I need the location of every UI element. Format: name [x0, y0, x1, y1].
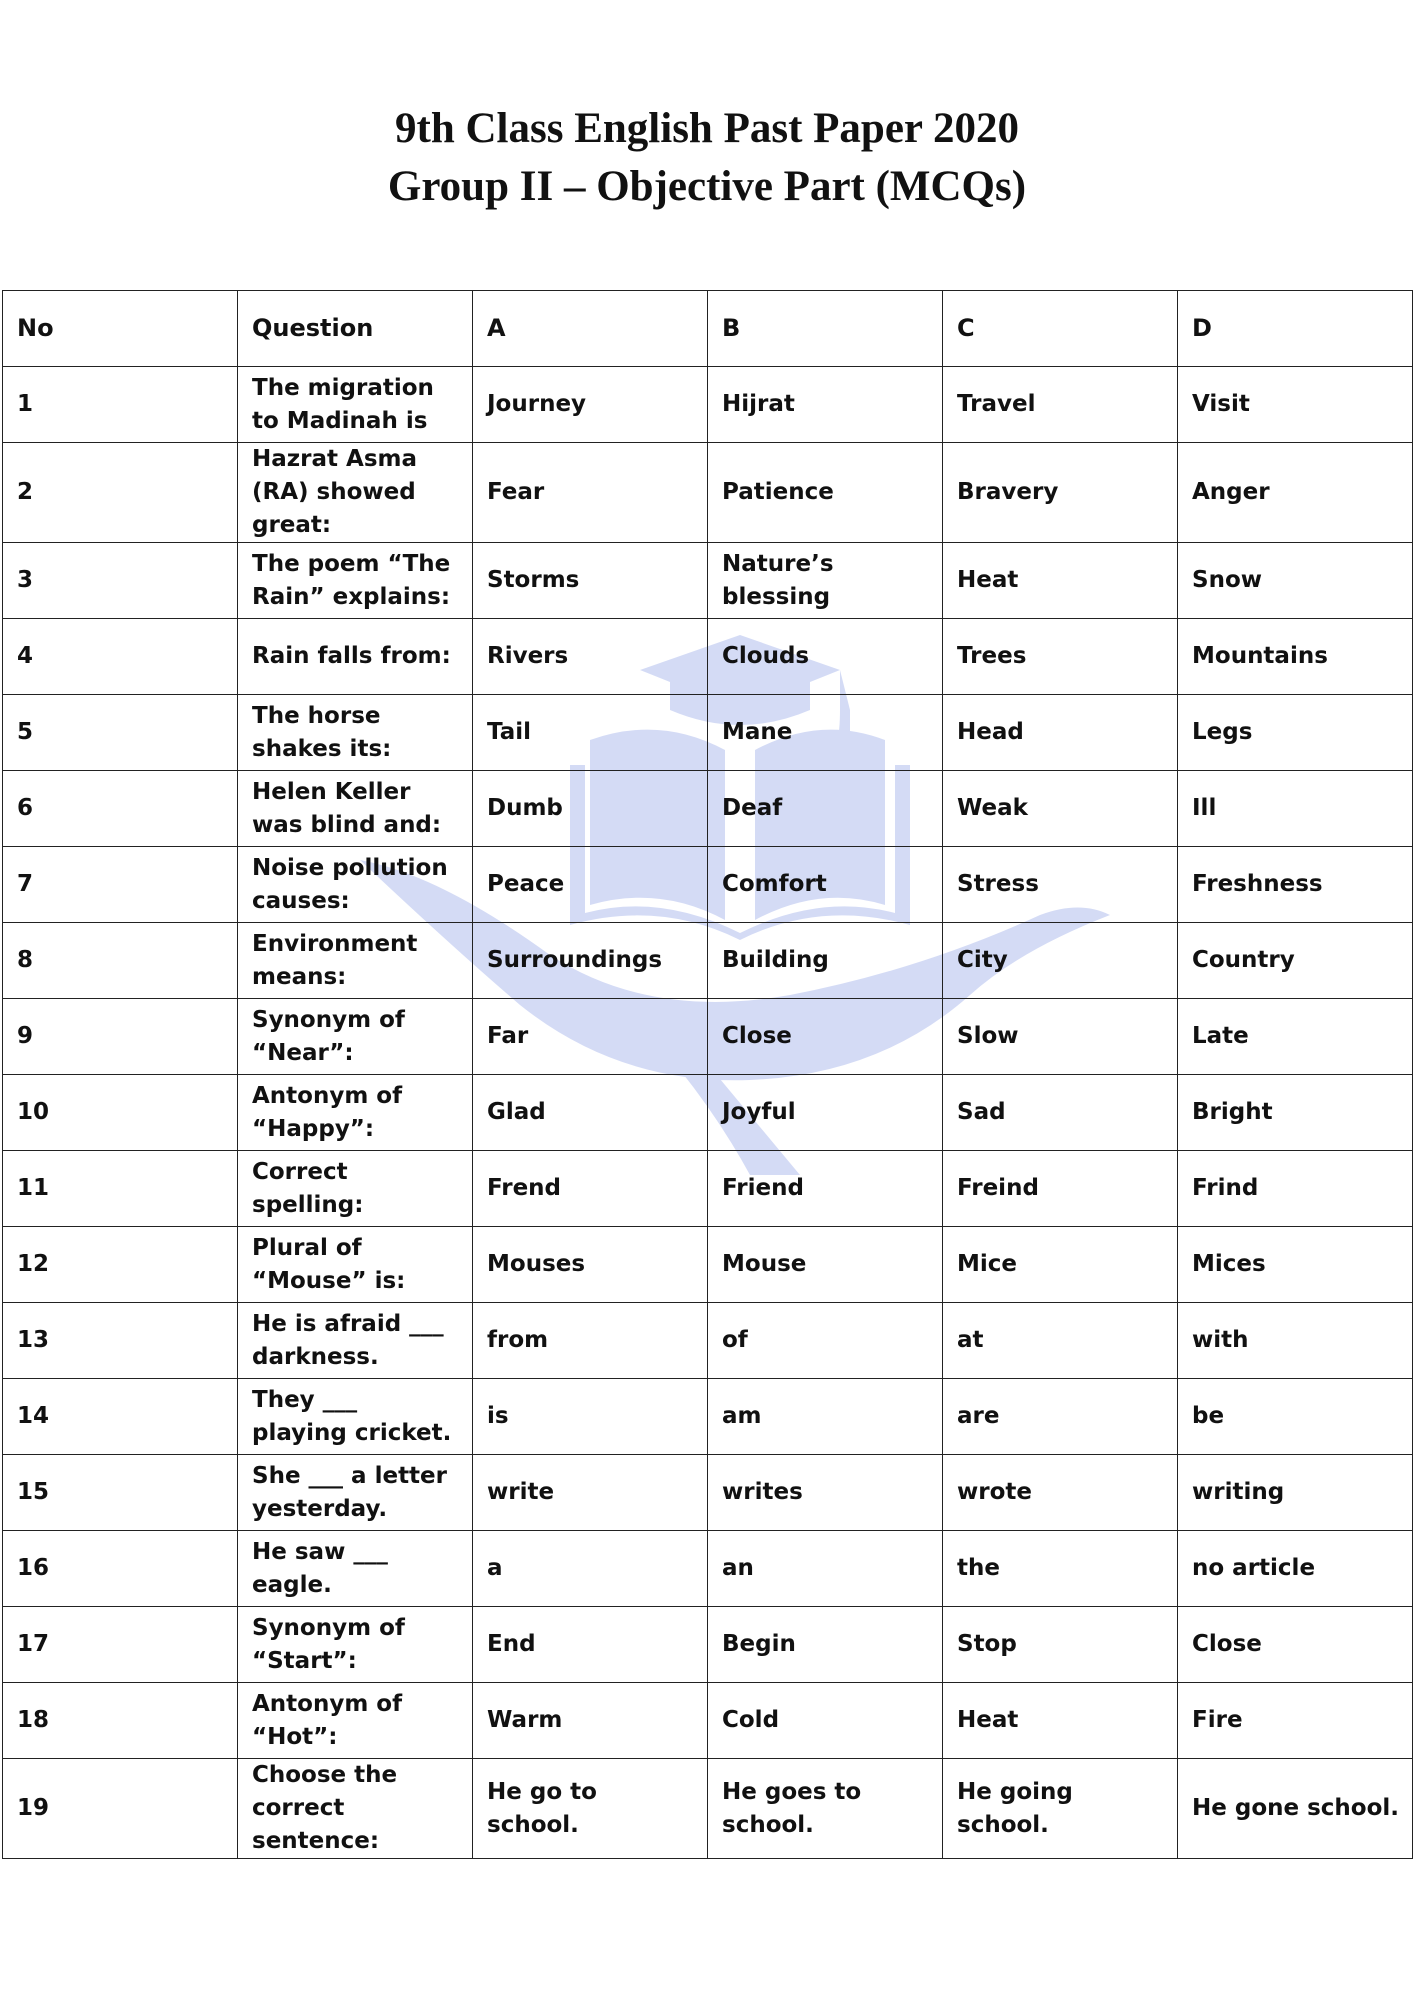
header-option-d: D: [1178, 291, 1413, 367]
table-row: [3, 1531, 1413, 1607]
cell-no: 15: [3, 1455, 238, 1531]
cell-no: 1: [3, 367, 238, 443]
cell-option-a: Far: [473, 999, 708, 1075]
cell-option-c: Trees: [943, 619, 1178, 695]
cell-option-a: Surroundings: [473, 923, 708, 999]
cell-option-b: Patience: [708, 443, 943, 543]
cell-option-d: Country: [1178, 923, 1413, 999]
cell-option-a: is: [473, 1379, 708, 1455]
cell-option-b: Begin: [708, 1607, 943, 1683]
cell-option-c: Mice: [943, 1227, 1178, 1303]
cell-no: 9: [3, 999, 238, 1075]
cell-option-d: Bright: [1178, 1075, 1413, 1151]
cell-option-d: Anger: [1178, 443, 1413, 543]
cell-option-c: are: [943, 1379, 1178, 1455]
cell-option-b: Hijrat: [708, 367, 943, 443]
cell-option-a: Mouses: [473, 1227, 708, 1303]
title-line-2: Group II – Objective Part (MCQs): [387, 163, 1027, 210]
cell-option-c: He going school.: [943, 1759, 1178, 1859]
cell-option-b: He goes to school.: [708, 1759, 943, 1859]
cell-question: She ___ a letter yesterday.: [238, 1455, 473, 1531]
mcq-table: [2, 290, 1413, 1859]
cell-question: He saw ___ eagle.: [238, 1531, 473, 1607]
cell-option-a: Fear: [473, 443, 708, 543]
cell-no: 2: [3, 443, 238, 543]
cell-option-c: the: [943, 1531, 1178, 1607]
cell-question: Rain falls from:: [238, 619, 473, 695]
cell-option-b: Deaf: [708, 771, 943, 847]
header-option-c: C: [943, 291, 1178, 367]
cell-option-c: Heat: [943, 543, 1178, 619]
cell-option-d: Freshness: [1178, 847, 1413, 923]
cell-option-c: City: [943, 923, 1178, 999]
cell-option-d: Frind: [1178, 1151, 1413, 1227]
cell-option-a: Rivers: [473, 619, 708, 695]
cell-question: Antonym of “Happy”:: [238, 1075, 473, 1151]
cell-no: 13: [3, 1303, 238, 1379]
cell-option-a: Storms: [473, 543, 708, 619]
cell-option-c: Slow: [943, 999, 1178, 1075]
cell-no: 5: [3, 695, 238, 771]
cell-option-a: Warm: [473, 1683, 708, 1759]
cell-option-a: from: [473, 1303, 708, 1379]
cell-question: Choose the correct sentence:: [238, 1759, 473, 1859]
cell-option-b: writes: [708, 1455, 943, 1531]
cell-option-b: an: [708, 1531, 943, 1607]
cell-question: They ___ playing cricket.: [238, 1379, 473, 1455]
cell-question: Antonym of “Hot”:: [238, 1683, 473, 1759]
table-row: [3, 847, 1413, 923]
cell-no: 14: [3, 1379, 238, 1455]
title-line-1: 9th Class English Past Paper 2020: [395, 105, 1019, 152]
cell-option-c: Stop: [943, 1607, 1178, 1683]
cell-option-d: with: [1178, 1303, 1413, 1379]
cell-option-a: Tail: [473, 695, 708, 771]
cell-question: Helen Keller was blind and:: [238, 771, 473, 847]
cell-option-c: Weak: [943, 771, 1178, 847]
table-row: [3, 367, 1413, 443]
cell-option-a: He go to school.: [473, 1759, 708, 1859]
header-option-b: B: [708, 291, 943, 367]
cell-no: 6: [3, 771, 238, 847]
cell-no: 8: [3, 923, 238, 999]
table-row: [3, 543, 1413, 619]
cell-option-d: be: [1178, 1379, 1413, 1455]
mcq-table-body: [3, 367, 1413, 1859]
table-row: [3, 1607, 1413, 1683]
cell-option-a: a: [473, 1531, 708, 1607]
header-option-a: A: [473, 291, 708, 367]
table-row: [3, 695, 1413, 771]
cell-option-d: Fire: [1178, 1683, 1413, 1759]
table-row: [3, 923, 1413, 999]
cell-option-b: Mouse: [708, 1227, 943, 1303]
cell-option-d: writing: [1178, 1455, 1413, 1531]
cell-option-d: Late: [1178, 999, 1413, 1075]
table-row: [3, 999, 1413, 1075]
cell-no: 19: [3, 1759, 238, 1859]
table-row: [3, 1379, 1413, 1455]
table-row: [3, 1683, 1413, 1759]
cell-option-b: Joyful: [708, 1075, 943, 1151]
table-row: [3, 1759, 1413, 1859]
cell-option-c: at: [943, 1303, 1178, 1379]
cell-no: 16: [3, 1531, 238, 1607]
table-row: [3, 619, 1413, 695]
cell-option-b: am: [708, 1379, 943, 1455]
cell-option-a: Frend: [473, 1151, 708, 1227]
cell-option-a: End: [473, 1607, 708, 1683]
cell-question: Hazrat Asma (RA) showed great:: [238, 443, 473, 543]
cell-question: The horse shakes its:: [238, 695, 473, 771]
cell-question: Noise pollution causes:: [238, 847, 473, 923]
cell-option-c: Sad: [943, 1075, 1178, 1151]
cell-question: Environment means:: [238, 923, 473, 999]
table-row: [3, 1151, 1413, 1227]
cell-option-b: Building: [708, 923, 943, 999]
cell-option-d: Mountains: [1178, 619, 1413, 695]
cell-no: 11: [3, 1151, 238, 1227]
cell-question: Synonym of “Start”:: [238, 1607, 473, 1683]
cell-option-c: Head: [943, 695, 1178, 771]
cell-no: 12: [3, 1227, 238, 1303]
cell-option-d: Mices: [1178, 1227, 1413, 1303]
table-row: [3, 771, 1413, 847]
cell-option-c: Stress: [943, 847, 1178, 923]
cell-question: He is afraid ___ darkness.: [238, 1303, 473, 1379]
cell-option-c: Heat: [943, 1683, 1178, 1759]
cell-option-b: Mane: [708, 695, 943, 771]
cell-option-a: Journey: [473, 367, 708, 443]
cell-no: 17: [3, 1607, 238, 1683]
table-row: [3, 1075, 1413, 1151]
cell-question: Synonym of “Near”:: [238, 999, 473, 1075]
cell-option-d: He gone school.: [1178, 1759, 1413, 1859]
cell-option-a: Glad: [473, 1075, 708, 1151]
cell-option-b: of: [708, 1303, 943, 1379]
table-row: [3, 1455, 1413, 1531]
cell-option-c: wrote: [943, 1455, 1178, 1531]
table-row: [3, 443, 1413, 543]
cell-option-b: Friend: [708, 1151, 943, 1227]
cell-question: The poem “The Rain” explains:: [238, 543, 473, 619]
cell-option-b: Comfort: [708, 847, 943, 923]
cell-option-c: Freind: [943, 1151, 1178, 1227]
cell-no: 3: [3, 543, 238, 619]
header-question: Question: [238, 291, 473, 367]
cell-no: 10: [3, 1075, 238, 1151]
cell-option-a: Peace: [473, 847, 708, 923]
cell-option-a: write: [473, 1455, 708, 1531]
table-row: [3, 1303, 1413, 1379]
cell-option-c: Bravery: [943, 443, 1178, 543]
page-title: [0, 100, 1414, 216]
cell-question: Correct spelling:: [238, 1151, 473, 1227]
cell-question: Plural of “Mouse” is:: [238, 1227, 473, 1303]
cell-no: 4: [3, 619, 238, 695]
cell-option-c: Travel: [943, 367, 1178, 443]
table-header-row: [3, 291, 1413, 367]
cell-option-b: Cold: [708, 1683, 943, 1759]
cell-option-d: Snow: [1178, 543, 1413, 619]
cell-no: 18: [3, 1683, 238, 1759]
header-no: No: [3, 291, 238, 367]
cell-option-d: no article: [1178, 1531, 1413, 1607]
cell-question: The migration to Madinah is: [238, 367, 473, 443]
cell-option-d: Ill: [1178, 771, 1413, 847]
cell-option-b: Close: [708, 999, 943, 1075]
cell-option-a: Dumb: [473, 771, 708, 847]
cell-no: 7: [3, 847, 238, 923]
cell-option-d: Legs: [1178, 695, 1413, 771]
cell-option-d: Visit: [1178, 367, 1413, 443]
table-row: [3, 1227, 1413, 1303]
cell-option-b: Clouds: [708, 619, 943, 695]
cell-option-d: Close: [1178, 1607, 1413, 1683]
cell-option-b: Nature’s blessing: [708, 543, 943, 619]
